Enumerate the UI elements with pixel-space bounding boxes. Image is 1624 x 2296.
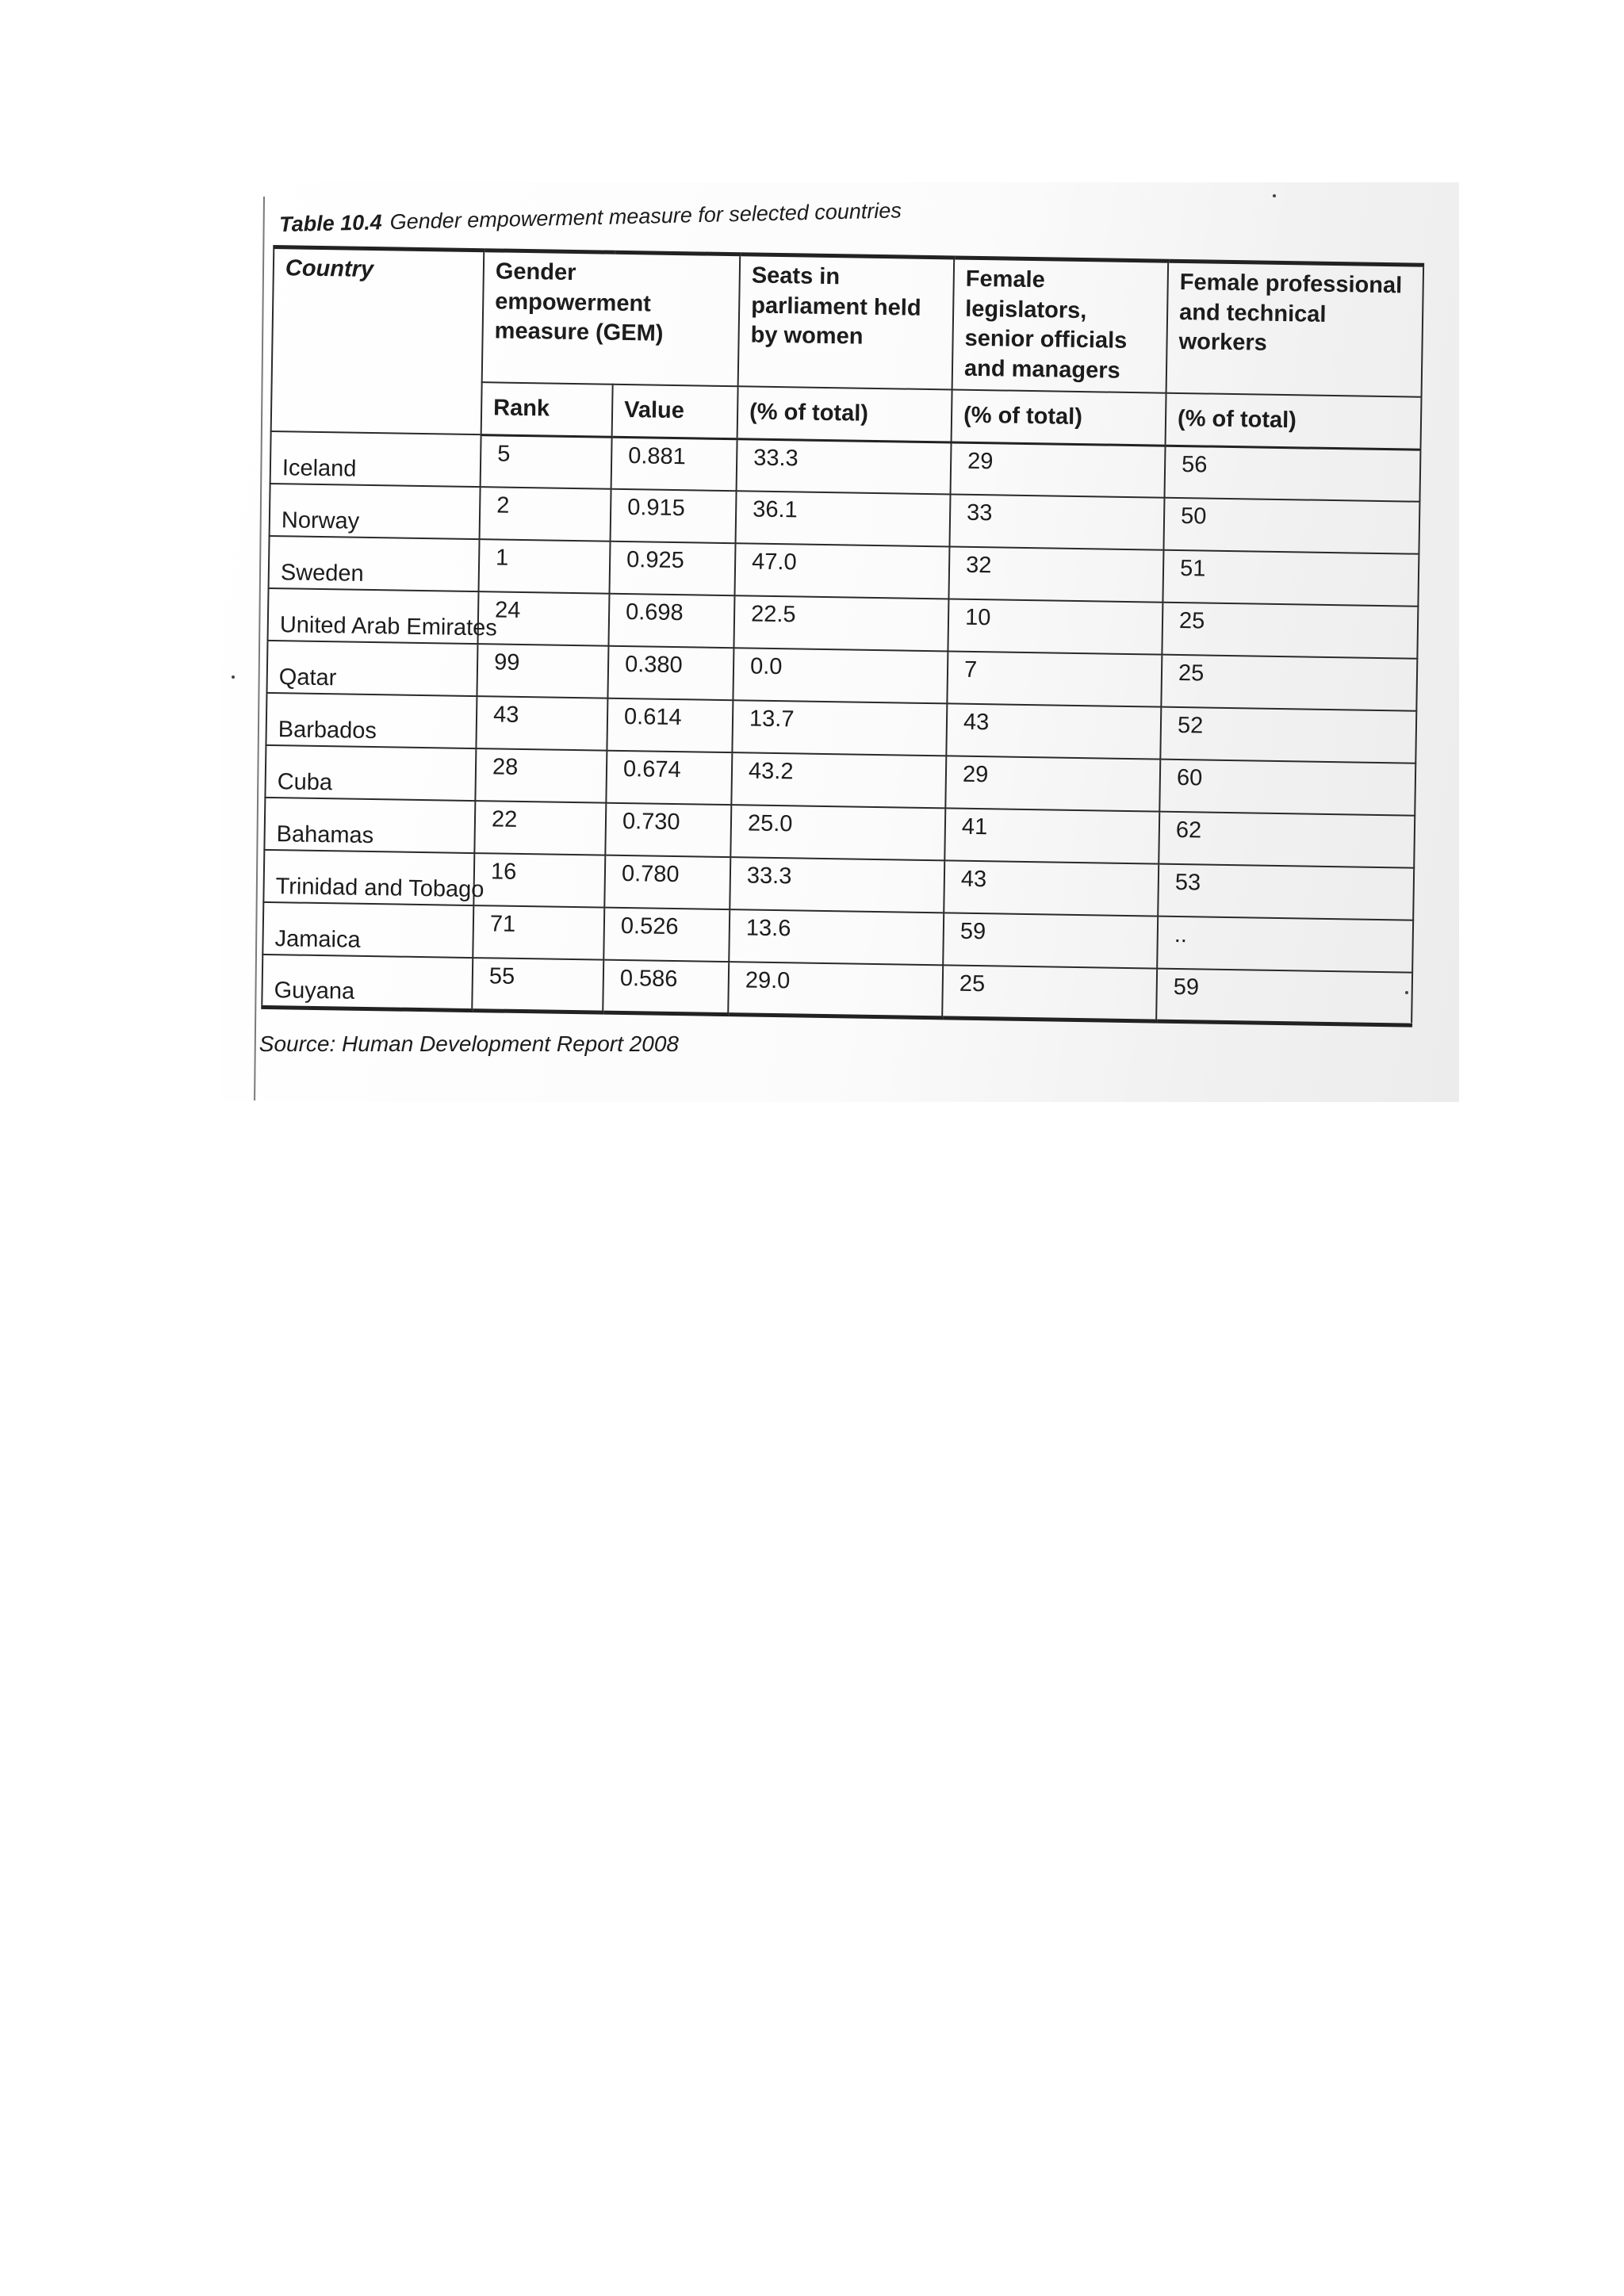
cell-seats: 29.0 <box>728 962 943 1017</box>
cell-country: Bahamas <box>264 798 475 853</box>
cell-country: Barbados <box>266 693 477 748</box>
cell-professional: 62 <box>1159 812 1415 868</box>
cell-legislators: 32 <box>948 547 1163 603</box>
scan-speck <box>232 675 235 679</box>
cell-seats: 43.2 <box>731 752 946 808</box>
cell-professional: 25 <box>1162 603 1418 659</box>
cell-professional: 25 <box>1161 655 1417 711</box>
header-value: Value <box>612 384 738 438</box>
cell-value: 0.614 <box>607 698 733 752</box>
cell-country: Qatar <box>266 641 477 696</box>
cell-rank: 43 <box>476 696 607 751</box>
cell-rank: 24 <box>477 591 609 646</box>
cell-country: Guyana <box>262 955 473 1010</box>
cell-country: Iceland <box>270 431 481 487</box>
cell-country: Norway <box>270 484 481 539</box>
cell-rank: 16 <box>473 853 605 908</box>
cell-legislators: 59 <box>943 913 1158 969</box>
cell-professional: 51 <box>1162 550 1419 607</box>
cell-rank: 2 <box>480 487 611 541</box>
cell-rank: 99 <box>477 644 608 698</box>
cell-value: 0.526 <box>603 908 730 962</box>
cell-professional: 56 <box>1165 446 1421 502</box>
header-pct-professional: (% of total) <box>1166 392 1422 450</box>
cell-country: United Arab Emirates <box>268 588 479 644</box>
table-body <box>262 431 1420 1025</box>
cell-country: Sweden <box>269 536 480 591</box>
cell-value: 0.380 <box>607 646 733 700</box>
cell-seats: 13.7 <box>732 700 947 756</box>
cell-legislators: 43 <box>946 704 1161 760</box>
cell-value: 0.730 <box>605 803 731 857</box>
header-legislators: Female legislators, senior officials and managers <box>952 258 1169 392</box>
cell-rank: 5 <box>481 434 612 489</box>
cell-legislators: 33 <box>949 495 1164 550</box>
cell-seats: 33.3 <box>730 857 944 913</box>
cell-legislators: 29 <box>945 756 1160 812</box>
cell-country: Jamaica <box>262 902 473 958</box>
cell-legislators: 25 <box>942 966 1157 1021</box>
cell-rank: 55 <box>472 958 603 1012</box>
cell-value: 0.925 <box>609 541 735 595</box>
cell-legislators: 7 <box>947 652 1162 707</box>
cell-country: Trinidad and Tobago <box>263 850 474 905</box>
cell-professional: 60 <box>1159 760 1415 816</box>
header-rank: Rank <box>481 382 613 437</box>
cell-seats: 47.0 <box>734 543 949 599</box>
cell-professional: 59 <box>1156 969 1412 1025</box>
table-title: Gender empowerment measure for selected countries <box>389 198 902 234</box>
source-note: Source: Human Development Report 2008 <box>259 1031 679 1056</box>
cell-seats: 22.5 <box>733 595 948 651</box>
cell-professional: 50 <box>1163 498 1419 554</box>
header-seats: Seats in parliament held by women <box>738 254 955 389</box>
header-professional: Female professional and technical workers <box>1166 261 1424 396</box>
header-pct-seats: (% of total) <box>737 386 952 442</box>
gem-table-block <box>259 198 1423 1074</box>
cell-rank: 71 <box>473 905 604 960</box>
cell-rank: 28 <box>475 748 607 803</box>
cell-professional: 53 <box>1158 864 1414 920</box>
cell-seats: 36.1 <box>736 491 951 546</box>
cell-country: Cuba <box>265 745 476 801</box>
gem-table <box>261 245 1424 1027</box>
cell-value: 0.780 <box>604 855 730 909</box>
table-number: Table 10.4 <box>278 210 383 237</box>
header-country: Country <box>271 247 485 435</box>
cell-seats: 25.0 <box>730 805 945 860</box>
cell-value: 0.586 <box>603 960 729 1014</box>
cell-legislators: 41 <box>944 809 1159 864</box>
cell-legislators: 43 <box>944 861 1159 916</box>
cell-value: 0.915 <box>611 489 737 543</box>
header-gem: Gender empowerment measure (GEM) <box>482 251 741 386</box>
cell-legislators: 10 <box>948 599 1162 655</box>
cell-value: 0.674 <box>606 751 732 805</box>
header-pct-legislators: (% of total) <box>952 389 1166 446</box>
cell-seats: 33.3 <box>737 438 952 494</box>
cell-professional: .. <box>1157 916 1413 973</box>
cell-legislators: 29 <box>951 442 1166 498</box>
cell-rank: 22 <box>474 801 606 855</box>
cell-rank: 1 <box>479 539 611 594</box>
cell-professional: 52 <box>1160 707 1416 763</box>
cell-seats: 13.6 <box>729 909 944 965</box>
cell-value: 0.698 <box>608 594 734 648</box>
cell-seats: 0.0 <box>733 648 948 703</box>
cell-value: 0.881 <box>611 437 737 491</box>
